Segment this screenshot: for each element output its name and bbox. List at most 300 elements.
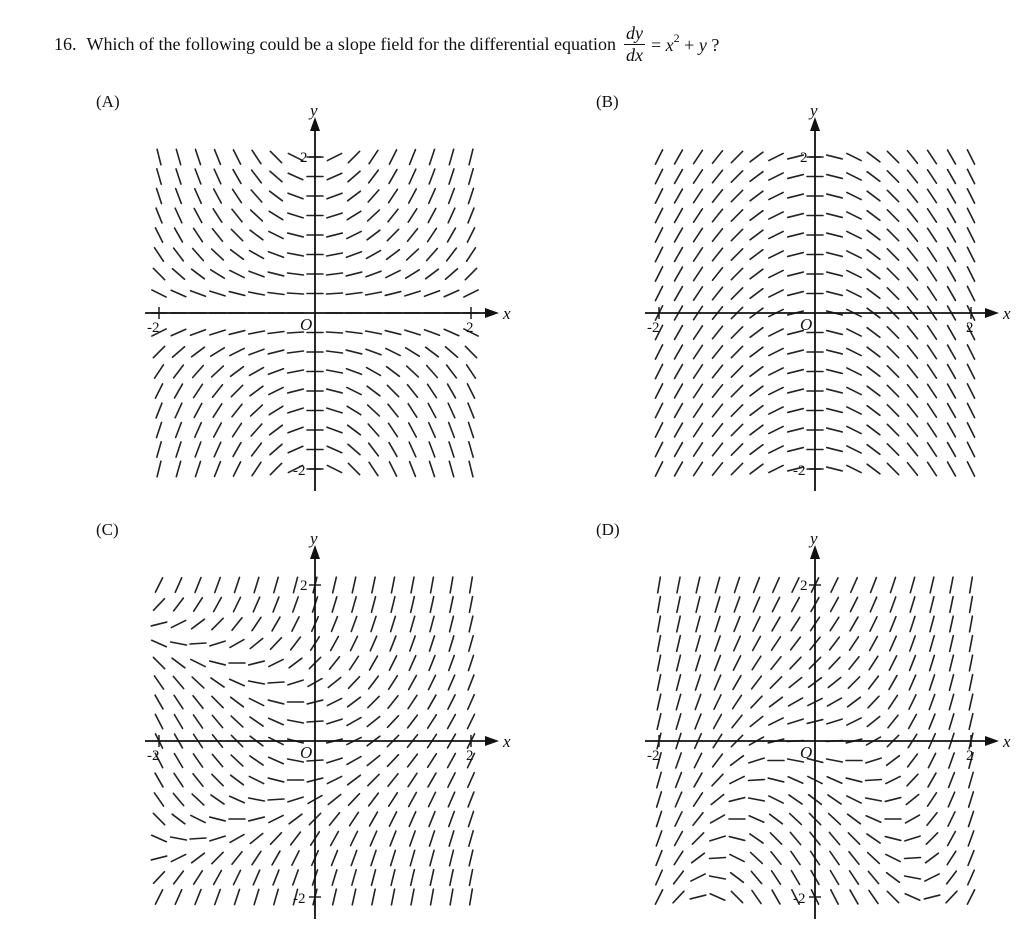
slope-segment — [692, 833, 703, 844]
slope-segment — [152, 640, 167, 646]
slope-segment — [409, 189, 417, 203]
slope-segment — [694, 287, 703, 300]
slope-segment — [408, 404, 417, 417]
slope-segment — [250, 756, 263, 765]
x-axis-arrow — [485, 736, 499, 746]
slope-segment — [773, 578, 779, 593]
slope-segment — [369, 793, 379, 806]
slope-segment — [449, 423, 455, 438]
slope-segment — [754, 578, 760, 593]
slope-segment — [713, 385, 723, 397]
slope-segment — [731, 190, 742, 201]
slope-segment — [655, 286, 662, 300]
slope-segment — [288, 351, 304, 353]
slope-segment — [411, 889, 414, 905]
option-d-label[interactable]: (D) — [596, 520, 620, 539]
slope-segment — [694, 345, 703, 358]
slope-segment — [731, 385, 742, 396]
slope-segment — [968, 831, 973, 846]
slope-segment — [733, 656, 740, 670]
slope-segment — [658, 577, 661, 593]
slope-segment — [268, 272, 284, 276]
slope-segment — [231, 697, 244, 707]
slope-segment — [175, 208, 182, 223]
slope-segment — [868, 853, 880, 864]
slope-segment — [174, 598, 184, 611]
slope-segment — [949, 675, 953, 690]
slope-segment — [249, 271, 264, 277]
slope-segment — [346, 332, 362, 334]
slope-segment — [967, 208, 974, 222]
slope-segment — [388, 209, 398, 221]
option-c-label[interactable]: (C) — [96, 520, 119, 539]
slope-segment — [890, 617, 896, 632]
slope-segment — [928, 404, 937, 417]
slope-segment — [788, 719, 803, 724]
slope-segment — [289, 814, 302, 824]
slope-segment — [231, 250, 244, 260]
slope-segment — [430, 636, 435, 651]
slope-segment — [195, 461, 200, 476]
slope-segment — [928, 189, 937, 202]
slope-segment — [154, 676, 163, 689]
slope-segment — [172, 814, 185, 824]
slope-segment — [387, 367, 400, 377]
slope-segment — [194, 403, 202, 417]
slope-segment — [407, 249, 419, 260]
slope-segment — [272, 851, 280, 865]
slope-segment — [327, 776, 341, 783]
slope-segment — [868, 871, 878, 883]
slope-segment — [867, 834, 880, 843]
slope-segment — [288, 680, 303, 685]
slope-segment — [731, 463, 742, 474]
slope-segment — [713, 151, 723, 163]
slope-segment — [750, 367, 763, 377]
slope-segment — [405, 291, 420, 296]
slope-segment — [327, 370, 343, 373]
slope-segment — [752, 890, 761, 903]
slope-segment — [410, 150, 416, 165]
slope-segment — [788, 253, 804, 257]
slope-segment — [908, 170, 918, 182]
slope-segment — [696, 577, 700, 593]
slope-segment — [155, 365, 164, 378]
slope-segment — [253, 870, 259, 885]
slope-segment — [732, 715, 742, 727]
slope-segment — [850, 871, 859, 884]
slope-segment — [967, 345, 974, 359]
slope-segment — [389, 423, 398, 436]
slope-segment — [948, 423, 956, 437]
slope-segment — [230, 640, 244, 648]
slope-segment — [468, 811, 473, 826]
slope-segment — [655, 890, 662, 904]
slope-segment — [827, 194, 843, 198]
slope-segment — [251, 210, 263, 221]
slope-segment — [351, 850, 356, 865]
slope-segment — [174, 773, 183, 786]
slope-segment — [252, 617, 261, 630]
slope-segment — [908, 209, 918, 221]
slope-segment — [468, 773, 474, 788]
slope-segment — [270, 463, 281, 474]
slope-segment — [730, 776, 744, 783]
slope-segment — [733, 676, 741, 690]
slope-segment — [288, 797, 303, 802]
slope-segment — [391, 850, 396, 865]
slope-segment — [230, 796, 245, 802]
slope-segment — [212, 696, 223, 707]
slope-segment — [387, 250, 400, 260]
origin-label: O — [300, 743, 313, 762]
slope-segment — [215, 577, 220, 592]
slope-segment — [675, 248, 683, 262]
slope-segment — [715, 636, 720, 651]
slope-segment — [427, 366, 438, 378]
slope-segment — [210, 817, 226, 821]
slope-segment — [151, 856, 167, 860]
slope-segment — [711, 794, 723, 804]
slope-segment — [657, 694, 660, 710]
slope-segment — [293, 870, 298, 885]
slope-segment — [830, 871, 838, 885]
slope-segment — [887, 210, 898, 221]
slope-segment — [348, 171, 360, 182]
slope-segment — [869, 890, 878, 903]
slope-segment — [428, 403, 436, 417]
slope-segment — [750, 716, 762, 726]
slope-segment — [152, 835, 167, 841]
slope-segment — [389, 150, 396, 164]
slope-segment — [233, 150, 240, 164]
slope-segment — [327, 446, 342, 452]
slope-segment — [692, 853, 705, 863]
slope-segment — [327, 233, 343, 237]
slope-segment — [847, 368, 861, 375]
slope-segment — [677, 597, 680, 613]
slope-segment — [448, 714, 456, 728]
slope-segment — [731, 268, 742, 279]
slope-segment — [658, 597, 661, 613]
slope-field-d[interactable] — [625, 529, 1011, 921]
slope-segment — [408, 715, 418, 728]
slope-segment — [190, 643, 206, 644]
x-tick-label-neg: -2 — [647, 320, 660, 336]
slope-segment — [252, 150, 261, 163]
slope-segment — [469, 461, 473, 477]
slope-segment — [909, 714, 917, 728]
slope-segment — [871, 578, 877, 593]
slope-segment — [750, 289, 763, 299]
slope-segment — [970, 577, 973, 593]
slope-segment — [269, 387, 283, 394]
slope-segment — [655, 403, 662, 417]
slope-segment — [675, 326, 683, 340]
slope-segment — [847, 465, 861, 472]
option-a-label[interactable]: (A) — [96, 92, 120, 111]
slope-segment — [928, 170, 937, 183]
slope-segment — [867, 230, 880, 240]
slope-segment — [769, 407, 783, 414]
slope-segment — [655, 189, 662, 203]
slope-segment — [367, 368, 381, 376]
slope-segment — [850, 637, 859, 650]
slope-segment — [250, 368, 264, 376]
slope-segment — [675, 384, 683, 398]
slope-segment — [155, 228, 162, 242]
slope-segment — [349, 794, 360, 806]
slope-segment — [710, 876, 726, 879]
slope-segment — [469, 636, 473, 651]
slope-segment — [369, 462, 378, 475]
slope-segment — [657, 675, 660, 691]
slope-segment — [389, 793, 398, 806]
slope-segment — [866, 816, 881, 822]
slope-segment — [174, 871, 184, 884]
slope-segment — [769, 290, 783, 297]
slope-segment — [214, 169, 221, 184]
slope-segment — [214, 870, 222, 884]
slope-segment — [910, 636, 915, 651]
slope-segment — [831, 890, 838, 904]
slope-segment — [908, 287, 918, 299]
slope-segment — [734, 636, 740, 651]
slope-segment — [155, 890, 162, 904]
slope-segment — [867, 367, 880, 377]
slope-segment — [372, 889, 375, 905]
slope-segment — [967, 364, 974, 378]
origin-label: O — [800, 743, 813, 762]
slope-segment — [389, 656, 396, 670]
slope-segment — [288, 389, 304, 393]
slope-segment — [172, 269, 184, 280]
slope-segment — [448, 675, 454, 690]
slope-segment — [274, 577, 278, 592]
slope-segment — [450, 850, 454, 866]
slope-segment — [469, 442, 473, 457]
slope-segment — [450, 616, 454, 632]
y-tick-label-neg: -2 — [293, 463, 306, 479]
slope-segment — [928, 773, 936, 787]
slope-segment — [327, 698, 341, 705]
slope-segment — [655, 267, 662, 281]
slope-segment — [887, 444, 898, 455]
slope-segment — [327, 153, 341, 160]
slope-segment — [371, 850, 376, 865]
slope-segment — [171, 854, 185, 861]
slope-segment — [328, 677, 340, 687]
slope-segment — [770, 697, 783, 707]
slope-segment — [655, 364, 662, 378]
slope-segment — [213, 229, 223, 241]
slope-segment — [948, 792, 954, 807]
slope-segment — [867, 152, 880, 162]
slope-segment — [847, 173, 861, 180]
slope-segment — [468, 403, 474, 418]
slope-segment — [409, 656, 415, 671]
slope-segment — [449, 811, 454, 826]
slope-segment — [155, 248, 164, 261]
slope-segment — [229, 292, 245, 296]
slope-segment — [368, 210, 380, 221]
slope-segment — [250, 717, 263, 726]
slope-segment — [928, 267, 937, 280]
x-axis-arrow — [985, 308, 999, 318]
slope-segment — [731, 756, 744, 766]
slope-segment — [753, 617, 760, 631]
slope-segment — [408, 754, 418, 767]
slope-segment — [829, 832, 839, 844]
slope-segment — [713, 190, 723, 202]
option-b-label[interactable]: (B) — [596, 92, 619, 111]
slope-segment — [905, 876, 921, 879]
slope-segment — [887, 756, 900, 766]
slope-segment — [391, 597, 395, 613]
slope-segment — [769, 212, 783, 219]
slope-segment — [428, 754, 437, 767]
slope-segment — [948, 462, 956, 476]
x-tick-label-pos: 2 — [966, 748, 974, 764]
slope-segment — [847, 426, 861, 433]
slope-segment — [429, 189, 435, 204]
slope-segment — [753, 636, 761, 650]
slope-segment — [655, 228, 662, 242]
y-tick-label-pos: 2 — [800, 578, 808, 594]
slope-segment — [789, 698, 803, 706]
slope-segment — [408, 209, 417, 222]
slope-segment — [429, 169, 435, 184]
slope-segment — [154, 872, 165, 884]
slope-segment — [908, 754, 918, 767]
slope-segment — [428, 384, 437, 397]
slope-segment — [368, 424, 379, 436]
slope-segment — [907, 774, 918, 786]
slope-segment — [889, 676, 897, 690]
slope-segment — [750, 328, 763, 338]
slope-segment — [847, 387, 861, 394]
slope-segment — [870, 636, 878, 650]
slope-segment — [655, 169, 662, 183]
y-tick-label-pos: 2 — [300, 578, 308, 594]
slope-segment — [749, 780, 765, 781]
slope-segment — [948, 404, 956, 418]
slope-segment — [388, 755, 399, 767]
slope-segment — [429, 812, 435, 827]
slope-segment — [269, 757, 284, 763]
rhs-equals: = — [651, 34, 666, 55]
slope-segment — [772, 617, 780, 631]
slope-segment — [171, 329, 186, 335]
slope-segment — [193, 715, 202, 728]
slope-segment — [210, 661, 226, 665]
slope-segment — [385, 292, 401, 296]
slope-segment — [791, 851, 800, 864]
question-number: 16. — [54, 33, 77, 54]
slope-segment — [231, 229, 242, 240]
slope-segment — [694, 150, 703, 163]
slope-segment — [152, 290, 166, 297]
slope-segment — [790, 832, 800, 844]
slope-segment — [369, 150, 378, 163]
slope-segment — [273, 597, 279, 612]
slope-segment — [731, 210, 742, 221]
slope-segment — [350, 656, 359, 669]
slope-segment — [327, 213, 342, 218]
slope-segment — [174, 695, 183, 708]
slope-segment — [390, 831, 396, 846]
slope-segment — [658, 636, 661, 652]
slope-segment — [827, 448, 843, 452]
slope-segment — [233, 462, 240, 476]
slope-segment — [908, 385, 918, 397]
slope-segment — [293, 597, 298, 612]
slope-segment — [155, 773, 163, 787]
slope-segment — [750, 172, 763, 182]
slope-segment — [195, 442, 201, 457]
slope-segment — [348, 463, 359, 474]
slope-segment — [849, 852, 859, 864]
slope-field-c[interactable] — [125, 529, 511, 921]
slope-segment — [677, 577, 680, 593]
slope-field-a[interactable] — [125, 101, 511, 493]
slope-segment — [710, 858, 726, 859]
slope-segment — [713, 424, 723, 436]
slope-segment — [930, 577, 934, 593]
slope-segment — [230, 348, 244, 355]
slope-segment — [347, 387, 361, 394]
slope-segment — [827, 350, 843, 354]
slope-segment — [948, 365, 956, 379]
slope-segment — [448, 403, 455, 418]
x-axis-label: x — [1003, 304, 1011, 323]
slope-segment — [695, 714, 701, 729]
slope-segment — [788, 350, 804, 354]
slope-segment — [349, 677, 360, 689]
slope-segment — [656, 831, 661, 846]
slope-segment — [676, 714, 681, 729]
slope-segment — [827, 272, 843, 276]
slope-segment — [268, 682, 284, 683]
slope-segment — [176, 189, 182, 204]
slope-segment — [749, 816, 764, 822]
slope-segment — [212, 715, 222, 727]
slope-segment — [970, 616, 973, 632]
slope-segment — [467, 228, 474, 242]
slope-segment — [910, 597, 915, 612]
slope-field-b[interactable] — [625, 101, 1011, 493]
slope-segment — [770, 814, 783, 824]
slope-segment — [426, 269, 439, 279]
slope-segment — [889, 656, 896, 670]
slope-segment — [827, 233, 843, 237]
question-text: Which of the following could be a slope field for the differential equation — [86, 33, 616, 54]
slope-segment — [656, 851, 662, 866]
slope-segment — [468, 422, 473, 437]
slope-segment — [751, 871, 761, 883]
slope-segment — [427, 249, 438, 261]
slope-segment — [675, 228, 683, 242]
slope-segment — [191, 291, 206, 297]
slope-segment — [172, 347, 184, 358]
slope-segment — [346, 272, 362, 276]
slope-segment — [675, 150, 683, 164]
slope-segment — [849, 657, 859, 669]
slope-segment — [173, 676, 183, 688]
slope-segment — [213, 209, 222, 222]
slope-segment — [715, 616, 720, 631]
slope-segment — [731, 249, 742, 260]
